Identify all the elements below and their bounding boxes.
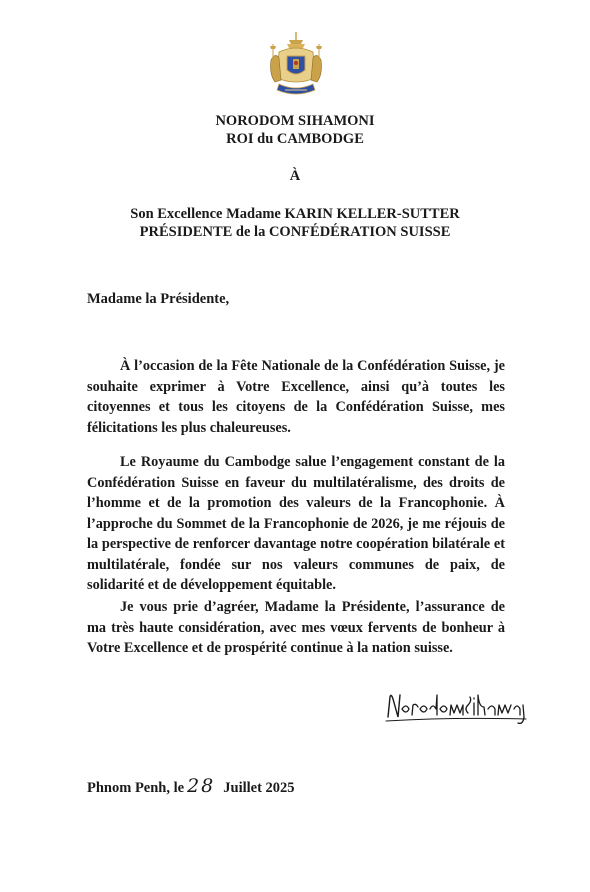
recipient-title: PRÉSIDENTE de la CONFÉDÉRATION SUISSE: [139, 224, 451, 240]
salutation: Madame la Présidente,: [87, 291, 230, 307]
place-and-date: [87, 775, 295, 797]
month-year: Juillet 2025: [223, 780, 295, 796]
body-paragraph-3: Je vous prie d’agréer, Madame la Présidente, l’assurance de ma très haute considération, avec mes vœux fervents de bonheur à Votre Excellence et de prospérité continue à la nation suisse.: [87, 599, 505, 656]
royal-crest-icon: [265, 30, 327, 100]
handwritten-signature: [382, 687, 530, 729]
body-paragraph-1: À l’occasion de la Fête Nationale de la Confédération Suisse, je souhaite exprimer à Votre Excellence, ainsi qu’à toutes les citoyennes et tous les citoyens de la Confédération Suisse, mes félicitations les plus chaleureuses.: [87, 358, 505, 436]
sender-title: ROI du CAMBODGE: [226, 131, 364, 147]
sender-name: NORODOM SIHAMONI: [215, 113, 375, 129]
body-paragraph-2: Le Royaume du Cambodge salue l’engagement constant de la Confédération Suisse en faveur du multilatéralisme, des droits de l’homme et de la promotion des valeurs de la Francophonie. À l’approche du Sommet de la Francophonie de 2026, je me réjouis de la perspective de renforcer davantage notre coopération bilatérale et multilatérale, fondée sur nos valeurs communes de paix, de solidarité et de développement équitable.: [87, 454, 505, 593]
recipient-name: Son Excellence Madame KARIN KELLER-SUTTER: [130, 206, 460, 222]
handwritten-day: 28: [187, 775, 216, 797]
place-label: Phnom Penh, le: [87, 780, 185, 796]
addressed-to: À: [289, 168, 301, 184]
